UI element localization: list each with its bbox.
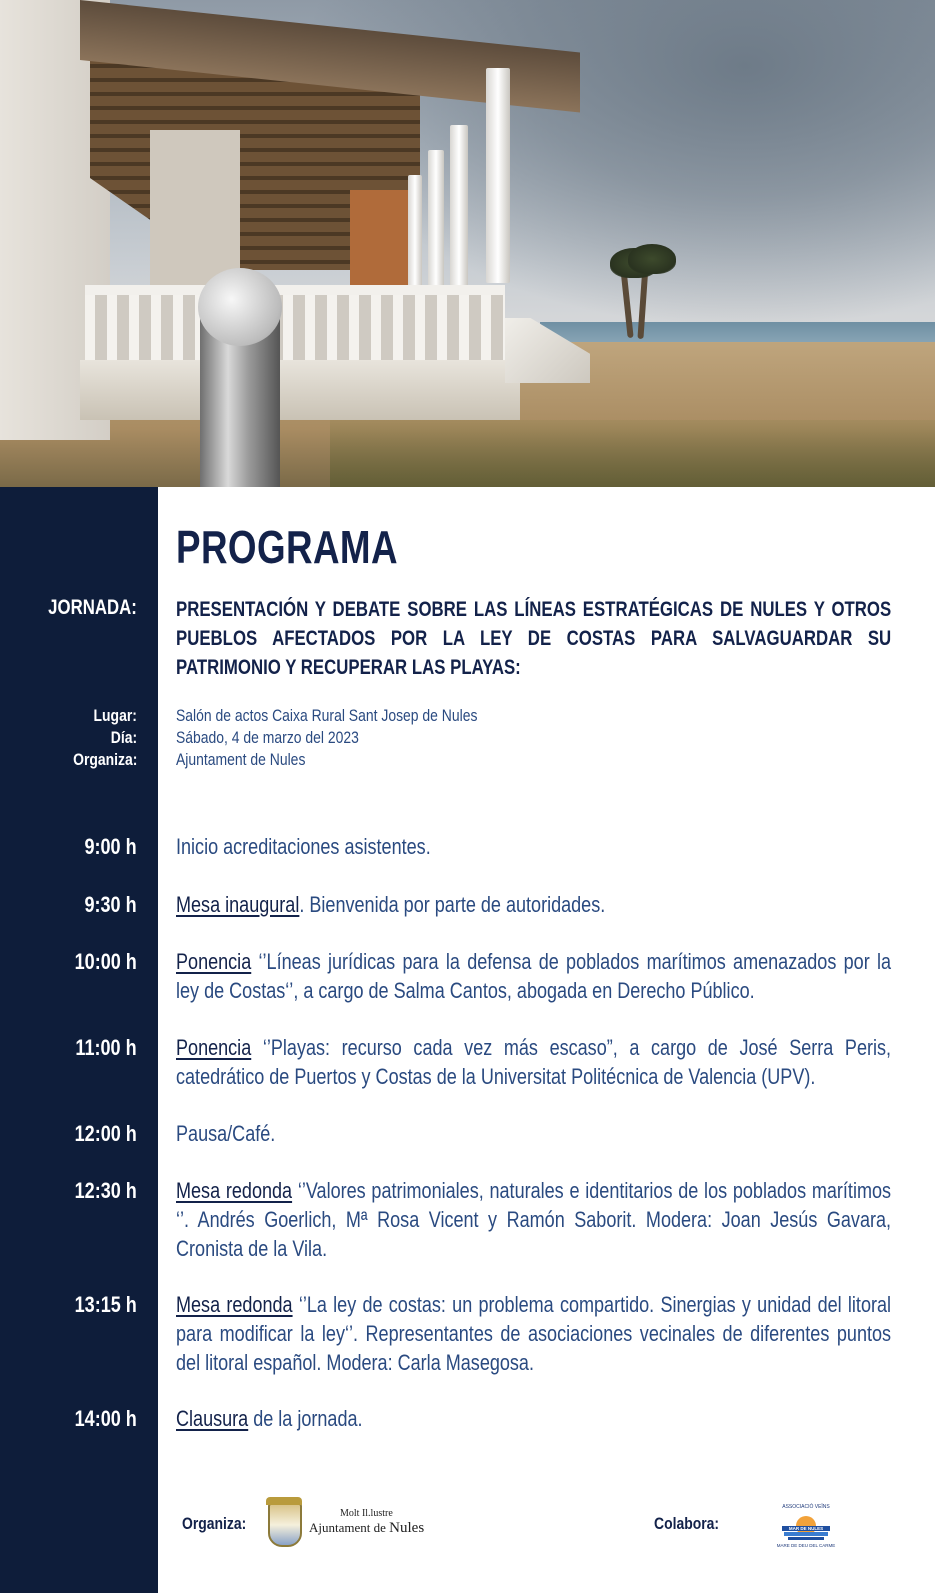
detail-label-organiza: Organiza: (72, 750, 137, 769)
schedule-item: Clausura de la jornada. (176, 1406, 363, 1431)
ajuntament-logo-name: Ajuntament de Nules (309, 1520, 425, 1536)
schedule-item: Mesa redonda ‘’Valores patrimoniales, naturales e identitarios de los poblados marítimos ‘’. Andrés Goerlich, Mª Rosa Vicent y Ramón Saborit. Modera: Joan Jesús Gavara, Cronista de la Vila. (176, 1178, 892, 1261)
schedule-time: 13:15 h (74, 1292, 137, 1317)
svg-text:MAR DE NULES: MAR DE NULES (788, 1526, 824, 1531)
footer-colabora-label: Colabora: (654, 1514, 720, 1533)
schedule-time: 12:00 h (74, 1121, 137, 1146)
schedule-time: 12:30 h (74, 1178, 137, 1203)
detail-label-dia: Día: (110, 728, 137, 747)
schedule-time: 9:30 h (84, 892, 137, 917)
ajuntament-shield-icon (268, 1503, 302, 1547)
page-title: PROGRAMA (176, 521, 398, 573)
schedule-time: 11:00 h (75, 1035, 137, 1060)
svg-text:ASSOCIACIÓ VEÏNS: ASSOCIACIÓ VEÏNS (782, 1504, 830, 1510)
schedule-item: Mesa inaugural. Bienvenida por parte de autoridades. (176, 892, 606, 917)
detail-label-lugar: Lugar: (93, 706, 137, 725)
schedule-item: Mesa redonda ‘’La ley de costas: un problema compartido. Sinergias y unidad del litoral para modificar la ley‘’. Representantes de asociaciones vecinales de diferentes puntos del litoral español. Modera: Carla Masegosa. (176, 1292, 892, 1375)
detail-value-organiza: Ajuntament de Nules (176, 750, 306, 769)
schedule-time: 10:00 h (74, 949, 137, 974)
schedule-item: Ponencia ‘’Líneas jurídicas para la defensa de poblados marítimos amenazados por la ley de Costas‘’, a cargo de Salma Cantos, abogada en Derecho Público. (176, 949, 892, 1003)
svg-text:MARE DE DEU DEL CARME: MARE DE DEU DEL CARME (776, 1543, 836, 1548)
detail-value-lugar: Salón de actos Caixa Rural Sant Josep de Nules (176, 706, 478, 725)
jornada-label: JORNADA: (48, 596, 137, 619)
schedule-item: Inicio acreditaciones asistentes. (176, 834, 431, 859)
footer-organiza-label: Organiza: (182, 1514, 247, 1533)
association-logo-icon (770, 1500, 842, 1548)
schedule-item: Pausa/Café. (176, 1121, 276, 1146)
schedule-time: 9:00 h (84, 834, 137, 859)
jornada-description: PRESENTACIÓN Y DEBATE SOBRE LAS LÍNEAS ESTRATÉGICAS DE NULES Y OTROS PUEBLOS AFECTADOS POR LA LEY DE COSTAS PARA SALVAGUARDAR SU PATRIMONIO Y RECUPERAR LAS PLAYAS: (176, 598, 892, 679)
header-photo (0, 0, 935, 487)
ajuntament-logo-small: Molt Il.lustre (340, 1508, 393, 1519)
schedule-item: Ponencia ‘’Playas: recurso cada vez más escaso”, a cargo de José Serra Peris, catedrático de Puertos y Costas de la Universitat Politécnica de Valencia (UPV). (176, 1035, 892, 1089)
schedule-time: 14:00 h (74, 1406, 137, 1431)
detail-value-dia: Sábado, 4 de marzo del 2023 (176, 728, 359, 747)
